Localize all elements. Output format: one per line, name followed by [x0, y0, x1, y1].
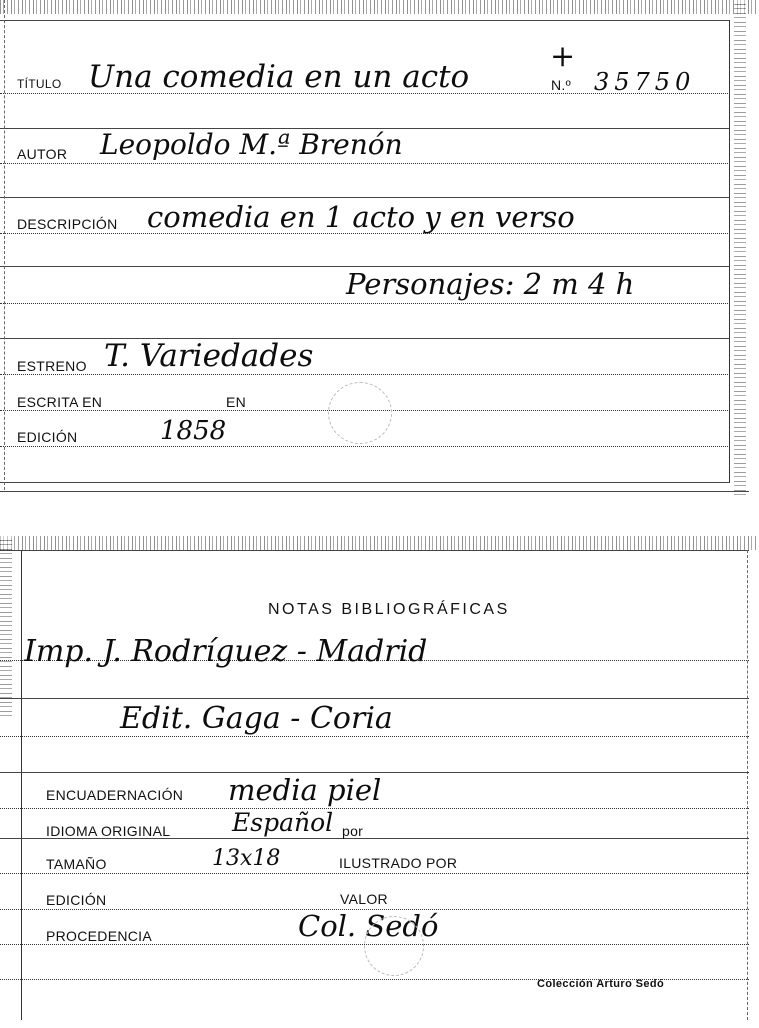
valor-label: VALOR	[340, 891, 388, 907]
rule	[0, 482, 730, 483]
note-line-2: Edit. Gaga - Coria	[120, 701, 393, 736]
tamano-value: 13x18	[212, 846, 281, 871]
idioma-value: Español	[232, 808, 334, 837]
card-border-left	[21, 550, 22, 1020]
escrita-en-label: ESCRITA EN	[17, 394, 103, 410]
estreno-label: ESTRENO	[17, 358, 87, 374]
en-label: EN	[226, 394, 247, 410]
rule	[0, 550, 749, 551]
procedencia-label: PROCEDENCIA	[46, 928, 152, 944]
rule	[0, 873, 749, 874]
plus-mark: +	[550, 39, 576, 74]
titulo-value: Una comedia en un acto	[88, 59, 470, 95]
tamano-label: TAMAÑO	[46, 856, 107, 872]
autor-label: AUTOR	[17, 146, 68, 162]
notas-heading: NOTAS BIBLIOGRÁFICAS	[268, 601, 510, 618]
encuadernacion-value: media piel	[228, 773, 382, 807]
card-border-left	[4, 0, 5, 490]
stamp-mark	[328, 382, 392, 444]
scan-noise-top	[0, 0, 759, 14]
stamp-mark	[364, 916, 424, 976]
autor-value: Leopoldo M.ª Brenón	[100, 128, 403, 161]
card-border-right	[729, 20, 730, 482]
rule	[0, 303, 730, 304]
encuadernacion-label: ENCUADERNACIÓN	[46, 787, 184, 803]
por-label: por	[342, 823, 364, 839]
idioma-label: IDIOMA ORIGINAL	[46, 823, 171, 839]
scan-noise-left	[0, 536, 12, 716]
rule	[0, 736, 749, 737]
rule	[0, 491, 749, 492]
ilustrado-label: ILUSTRADO POR	[339, 855, 458, 871]
card-border-right	[747, 550, 748, 1020]
rule	[0, 374, 730, 375]
rule	[0, 446, 730, 447]
rule	[0, 163, 730, 164]
catalog-card	[0, 0, 759, 495]
numero-label: N.º	[551, 77, 572, 93]
procedencia-value: Col. Sedó	[298, 909, 439, 943]
estreno-value: T. Variedades	[104, 338, 314, 374]
edicion-label: EDICIÓN	[46, 892, 107, 908]
scan-noise-right	[734, 0, 746, 495]
rule	[0, 197, 730, 198]
notes-card	[0, 536, 759, 1028]
personajes-value: Personajes: 2 m 4 h	[346, 267, 635, 301]
rule	[0, 808, 749, 809]
rule	[0, 698, 749, 699]
edicion-label: EDICIÓN	[17, 429, 78, 445]
edicion-value: 1858	[160, 416, 227, 446]
rule	[0, 20, 730, 21]
scan-noise-top	[0, 536, 759, 550]
collection-footer: Colección Arturo Sedó	[537, 978, 665, 990]
titulo-label: TÍTULO	[17, 77, 62, 91]
numero-value: 35750	[594, 68, 696, 96]
descripcion-label: DESCRIPCIÓN	[17, 216, 118, 232]
note-line-1: Imp. J. Rodríguez - Madrid	[24, 634, 428, 669]
descripcion-value: comedia en 1 acto y en verso	[147, 200, 575, 234]
